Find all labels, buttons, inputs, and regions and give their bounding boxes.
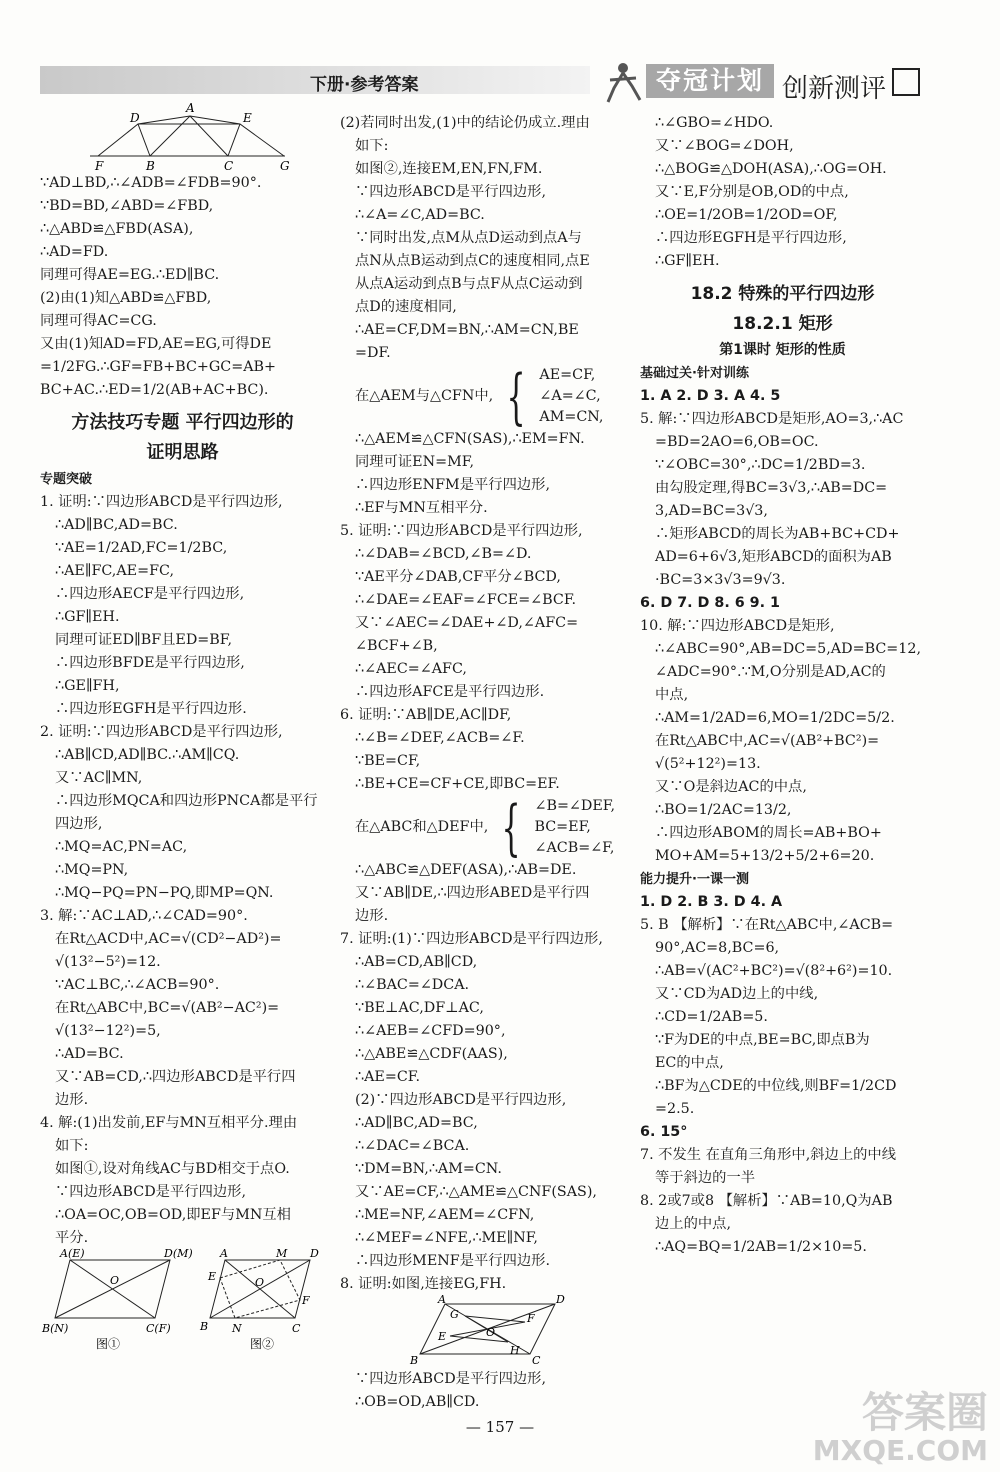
- brace-line: AE=CF,: [539, 367, 596, 383]
- text-line: ∴AD∥BC,AD=BC,: [355, 1115, 478, 1131]
- text-line: MO+AM=5+13/2+5/2+6=20.: [655, 848, 875, 864]
- text-line: ∵同时出发,点M从点D运动到点A与: [355, 230, 582, 246]
- watermark-line-2: MXQE.COM: [812, 1434, 988, 1467]
- subsection-title: 18.2.1 矩形: [732, 314, 833, 334]
- fig-label: D: [130, 111, 140, 125]
- fig-label: O: [486, 1326, 496, 1339]
- text-line: 1. D 2. B 3. D 4. A: [640, 894, 783, 910]
- text-line: ∵∠OBC=30°,∴DC=1/2BD=3.: [655, 457, 866, 473]
- text-line: ∴∠AEC=∠AFC,: [355, 661, 467, 677]
- brace-prefix: 在△AEM与△CFN中,: [355, 388, 494, 404]
- text-line: 1. 证明:∵四边形ABCD是平行四边形,: [40, 494, 283, 510]
- column-2: [340, 112, 625, 1414]
- text-line: ∵AE=1/2AD,FC=1/2BC,: [55, 540, 228, 556]
- text-line: 又∵E,F分别是OB,OD的中点,: [655, 184, 849, 200]
- text-line: 从点A运动到点B与点F从点C运动到: [355, 276, 583, 292]
- fig-caption: 图②: [250, 1337, 275, 1351]
- checkmark-icon: [892, 68, 920, 96]
- triangle-figure: [40, 101, 325, 173]
- header-bar: [40, 66, 590, 94]
- text-line: 5. B 【解析】∵在Rt△ABC中,∠ACB=: [640, 917, 894, 933]
- text-line: ∵BE=CF,: [355, 753, 421, 769]
- special-title: 方法技巧专题 平行四边形的: [71, 412, 294, 433]
- text-line: ∴GF∥EH.: [655, 253, 720, 269]
- text-line: (2)若同时出发,(1)中的结论仍成立.理由: [340, 115, 590, 131]
- text-line: ∴MQ−PQ=PN−PQ,即MP=QN.: [55, 885, 274, 901]
- text-line: ∴GF∥EH.: [55, 609, 120, 625]
- text-line: 6. 15°: [640, 1124, 688, 1140]
- column-1: [40, 101, 325, 1351]
- fig-label: B: [146, 159, 155, 173]
- text-line: 同理可得AE=EG.∴ED∥BC.: [40, 267, 220, 283]
- trophy-figure-icon: [600, 60, 646, 106]
- text-line: =DF.: [355, 345, 391, 361]
- text-line: ∴△ABD≌△FBD(ASA),: [40, 221, 194, 237]
- fig-label: D(M): [164, 1247, 193, 1260]
- text-line: ∠BCF+∠B,: [355, 638, 438, 654]
- special-header: 专题突破: [40, 472, 93, 487]
- text-line: 又∵AB∥DE,∴四边形ABED是平行四: [355, 885, 590, 901]
- text-line: EC的中点,: [655, 1055, 724, 1071]
- text-line: ∴四边形ENFM是平行四边形,: [355, 477, 551, 493]
- text-line: 又由(1)知AD=FD,AE=EG,可得DE: [40, 336, 272, 352]
- fig-label: E: [243, 111, 252, 125]
- brace-icon: {: [501, 792, 521, 863]
- text-line: ∵四边形ABCD是平行四边形,: [55, 1184, 247, 1200]
- text-line: √(13²−12²)=5,: [55, 1023, 161, 1039]
- text-line: ∵AC⊥BC,∴∠ACB=90°.: [55, 977, 220, 993]
- fig-label: H: [510, 1344, 520, 1357]
- text-line: 如下:: [355, 138, 389, 154]
- text-line: ·BC=3×3√3=9√3.: [655, 572, 786, 588]
- text-line: 又∵AE=CF,∴△AME≌△CNF(SAS),: [355, 1184, 597, 1200]
- equation-system: [340, 361, 625, 432]
- text-line: 又∵CD为AD边上的中线,: [655, 986, 819, 1002]
- text-line: 等于斜边的一半: [655, 1170, 756, 1186]
- text-line: 5. 证明:∵四边形ABCD是平行四边形,: [340, 523, 583, 539]
- text-line: 6. 证明:∵AB∥DE,AC∥DF,: [340, 707, 512, 723]
- text-line: ∴∠B=∠DEF,∠ACB=∠F.: [355, 730, 525, 746]
- text-line: ∴AB=√(AC²+BC²)=√(8²+6²)=10.: [655, 963, 893, 979]
- text-line: ∴BF为△CDE的中位线,则BF=1/2CD: [655, 1078, 897, 1094]
- watermark-line-1: 答案圈: [861, 1388, 988, 1437]
- section-title: 18.2 特殊的平行四边形: [690, 284, 875, 304]
- fig-label: F: [527, 1312, 535, 1325]
- text-line: ∴△ABC≌△DEF(ASA),∴AB=DE.: [355, 862, 577, 878]
- text-line: ∵四边形ABCD是平行四边形,: [355, 1371, 547, 1387]
- text-line: 8. 2或7或8 【解析】∵AB=10,Q为AB: [640, 1193, 893, 1209]
- text-line: ∵BD=BD,∠ABD=∠FBD,: [40, 198, 214, 214]
- text-line: 又∵AB=CD,∴四边形ABCD是平行四: [55, 1069, 296, 1085]
- text-line: 2. 证明:∵四边形ABCD是平行四边形,: [40, 724, 283, 740]
- text-line: ∴ME=NF,∠AEM=∠CFN,: [355, 1207, 535, 1223]
- text-line: ∴OB=OD,AB∥CD.: [355, 1394, 480, 1410]
- special-title-2: 证明思路: [146, 442, 219, 463]
- parallelogram-figures: [40, 1247, 325, 1351]
- text-line: 边上的中点,: [655, 1216, 732, 1232]
- page-number: — 157 —: [465, 1418, 535, 1436]
- text-line: ∴∠ABC=90°,AB=DC=5,AD=BC=12,: [655, 641, 922, 657]
- text-line: 8. 证明:如图,连接EG,FH.: [340, 1276, 507, 1292]
- fig-label: G: [280, 159, 290, 173]
- fig-label: A(E): [60, 1247, 85, 1260]
- text-line: 中点,: [655, 687, 689, 703]
- text-line: ∴AE=CF,DM=BN,∴AM=CN,BE: [355, 322, 579, 338]
- fig-label: E: [208, 1270, 217, 1283]
- text-line: ∵BE⊥AC,DF⊥AC,: [355, 1000, 484, 1016]
- text-line: ∴AM=1/2AD=6,MO=1/2DC=5/2.: [655, 710, 895, 726]
- text-line: ∴OE=1/2OB=1/2OD=OF,: [655, 207, 838, 223]
- text-line: 在Rt△ABC中,AC=√(AB²+BC²)=: [655, 733, 880, 749]
- text-line: ∴∠DAE=∠EAF=∠FCE=∠BCF.: [355, 592, 577, 608]
- text-line: ∴OA=OC,OB=OD,即EF与MN互相: [55, 1207, 291, 1223]
- text-line: 10. 解:∵四边形ABCD是矩形,: [640, 618, 835, 634]
- text-line: 5. 解:∵四边形ABCD是矩形,AO=3,∴AC: [640, 411, 904, 427]
- text-line: ∴四边形EGFH是平行四边形.: [55, 701, 247, 717]
- text-line: 7. 不发生 在直角三角形中,斜边上的中线: [640, 1147, 897, 1163]
- brand-subtitle: 创新测评: [782, 74, 887, 104]
- brand-logo: [600, 58, 920, 108]
- text-line: =1/2FG.∴GF=FB+BC+GC=AB+: [40, 359, 277, 375]
- text-line: ∴AD=BC.: [55, 1046, 124, 1062]
- text-line: 4. 解:(1)出发前,EF与MN互相平分.理由: [40, 1115, 298, 1131]
- text-line: ∴∠DAB=∠BCD,∠B=∠D.: [355, 546, 532, 562]
- text-line: =2.5.: [655, 1101, 695, 1117]
- text-line: BC+AC.∴ED=1/2(AB+AC+BC).: [40, 382, 269, 398]
- text-line: ∵AD⊥BD,∴∠ADB=∠FDB=90°.: [40, 175, 262, 191]
- fig-label: N: [232, 1322, 242, 1335]
- text-line: 在Rt△ABC中,BC=√(AB²−AC²)=: [55, 1000, 280, 1016]
- text-line: ∴AQ=BQ=1/2AB=1/2×10=5.: [655, 1239, 867, 1255]
- text-line: (2)由(1)知△ABD≌△FBD,: [40, 290, 212, 306]
- text-line: 平分.: [55, 1230, 89, 1246]
- brace-line: BC=EF,: [534, 819, 591, 835]
- text-line: 又∵∠BOG=∠DOH,: [655, 138, 794, 154]
- text-line: ∴四边形MENF是平行四边形.: [355, 1253, 551, 1269]
- brace-icon: {: [506, 361, 526, 432]
- text-line: ∴MQ=AC,PN=AC,: [55, 839, 188, 855]
- text-line: 同理可证ED∥BF且ED=BF,: [55, 632, 233, 648]
- fig-label: C: [532, 1354, 541, 1367]
- fig-label: B: [410, 1354, 419, 1367]
- text-line: ∴AB∥CD,AD∥BC.∴AM∥CQ.: [55, 747, 240, 763]
- fig-label: B: [200, 1320, 209, 1333]
- brace-line: ∠B=∠DEF,: [534, 798, 616, 814]
- fig-label: O: [255, 1276, 265, 1289]
- text-line: ∴∠AEB=∠CFD=90°,: [355, 1023, 506, 1039]
- text-line: 在Rt△ACD中,AC=√(CD²−AD²)=: [55, 931, 282, 947]
- text-line: ∠ADC=90°.∵M,O分别是AD,AC的: [655, 664, 886, 680]
- section-header: 能力提升·一课一测: [640, 872, 749, 887]
- text-line: ∴四边形ABOM的周长=AB+BO+: [655, 825, 882, 841]
- brace-line: ∠ACB=∠F,: [534, 840, 615, 856]
- fig-label: C: [224, 159, 234, 173]
- text-line: 点N从点B运动到点C的速度相同,点E: [355, 253, 590, 269]
- text-line: ∴矩形ABCD的周长为AB+BC+CD+: [655, 526, 900, 542]
- parallelogram-figure: [340, 1293, 625, 1368]
- fig-caption: 图①: [96, 1337, 121, 1351]
- text-line: 7. 证明:(1)∵四边形ABCD是平行四边形,: [340, 931, 603, 947]
- watermark: [813, 1390, 988, 1466]
- text-line: ∴△ABE≌△CDF(AAS),: [355, 1046, 508, 1062]
- brace-line: AM=CN,: [539, 409, 604, 425]
- text-line: ∴四边形AECF是平行四边形,: [55, 586, 245, 602]
- text-line: ∴MQ=PN,: [55, 862, 129, 878]
- fig-label: F: [302, 1294, 310, 1307]
- text-line: 90°,AC=8,BC=6,: [655, 940, 780, 956]
- text-line: ∴GE∥FH,: [55, 678, 120, 694]
- text-line: ∵DM=BN,∴AM=CN.: [355, 1161, 502, 1177]
- fig-label: C(F): [146, 1322, 171, 1335]
- brace-prefix: 在△ABC和△DEF中,: [355, 819, 489, 835]
- fig-label: A: [438, 1293, 446, 1306]
- fig-label: A: [220, 1247, 228, 1260]
- text-line: ∴∠DAC=∠BCA.: [355, 1138, 470, 1154]
- fig-label: O: [110, 1274, 120, 1287]
- section-header: 基础过关·针对训练: [640, 366, 749, 381]
- text-line: ∴∠MEF=∠NFE,∴ME∥NF,: [355, 1230, 538, 1246]
- lesson-title: 第1课时 矩形的性质: [719, 342, 846, 358]
- fig-label: B(N): [42, 1322, 69, 1335]
- text-line: ∵AE平分∠DAB,CF平分∠BCD,: [355, 569, 561, 585]
- text-line: 6. D 7. D 8. 6 9. 1: [640, 595, 780, 611]
- text-line: 边形.: [55, 1092, 89, 1108]
- text-line: ∴BE+CE=CF+CE,即BC=EF.: [355, 776, 560, 792]
- header-title: 下册·参考答案: [310, 75, 419, 95]
- text-line: ∴∠BAC=∠DCA.: [355, 977, 470, 993]
- text-line: ∴四边形MQCA和四边形PNCA都是平行: [55, 793, 318, 809]
- text-line: 由勾股定理,得BC=3√3,∴AB=DC=: [655, 480, 888, 496]
- fig-label: F: [95, 159, 104, 173]
- text-line: 如图②,连接EM,EN,FN,FM.: [355, 161, 543, 177]
- fig-label: E: [438, 1330, 447, 1343]
- fig-label: D: [310, 1247, 319, 1260]
- text-line: ∴△BOG≌△DOH(ASA),∴OG=OH.: [655, 161, 887, 177]
- text-line: 3,AD=BC=3√3,: [655, 503, 768, 519]
- text-line: ∴AE=CF.: [355, 1069, 421, 1085]
- text-line: ∵F为DE的中点,BE=BC,即点B为: [655, 1032, 870, 1048]
- text-line: 同理可得AC=CG.: [40, 313, 157, 329]
- text-line: 如图①,设对角线AC与BD相交于点O.: [55, 1161, 290, 1177]
- text-line: 又∵O是斜边AC的中点,: [655, 779, 807, 795]
- text-line: 3. 解:∵AC⊥AD,∴∠CAD=90°.: [40, 908, 248, 924]
- text-line: ∵四边形ABCD是平行四边形,: [355, 184, 547, 200]
- text-line: ∴BO=1/2AC=13/2,: [655, 802, 792, 818]
- fig-label: D: [556, 1293, 565, 1306]
- text-line: 四边形,: [55, 816, 103, 832]
- fig-label: G: [450, 1308, 459, 1321]
- text-line: ∴AD=FD.: [40, 244, 109, 260]
- text-line: AD=6+6√3,矩形ABCD的面积为AB: [655, 549, 892, 565]
- text-line: √(5²+12²)=13.: [655, 756, 761, 772]
- text-line: 如下:: [55, 1138, 89, 1154]
- text-line: ∴AE∥FC,AE=FC,: [55, 563, 174, 579]
- brace-line: ∠A=∠C,: [539, 388, 601, 404]
- text-line: (2)∵四边形ABCD是平行四边形,: [355, 1092, 567, 1108]
- equation-system: [340, 792, 625, 863]
- text-line: =BD=2AO=6,OB=OC.: [655, 434, 819, 450]
- text-line: 又∵∠AEC=∠DAE+∠D,∠AFC=: [355, 615, 579, 631]
- text-line: ∴AD∥BC,AD=BC.: [55, 517, 178, 533]
- text-line: 1. A 2. D 3. A 4. 5: [640, 388, 781, 404]
- text-line: ∴四边形AFCE是平行四边形.: [355, 684, 545, 700]
- fig-label: C: [292, 1322, 301, 1335]
- text-line: 又∵AC∥MN,: [55, 770, 143, 786]
- text-line: ∴CD=1/2AB=5.: [655, 1009, 768, 1025]
- text-line: ∴四边形EGFH是平行四边形,: [655, 230, 847, 246]
- column-3: [640, 112, 925, 1259]
- text-line: ∴∠A=∠C,AD=BC.: [355, 207, 485, 223]
- text-line: ∴△AEM≌△CFN(SAS),∴EM=FN.: [355, 431, 585, 447]
- fig-label: M: [276, 1247, 288, 1260]
- text-line: 边形.: [355, 908, 389, 924]
- text-line: ∴EF与MN互相平分.: [355, 500, 488, 516]
- fig-label: A: [186, 101, 195, 115]
- text-line: ∴四边形BFDE是平行四边形,: [55, 655, 245, 671]
- text-line: 点D的速度相同,: [355, 299, 457, 315]
- text-line: √(13²−5²)=12.: [55, 954, 161, 970]
- brand-box: 夺冠计划: [646, 64, 774, 98]
- text-line: ∴AB=CD,AB∥CD,: [355, 954, 478, 970]
- text-line: ∴∠GBO=∠HDO.: [655, 115, 774, 131]
- text-line: 同理可证EN=MF,: [355, 454, 474, 470]
